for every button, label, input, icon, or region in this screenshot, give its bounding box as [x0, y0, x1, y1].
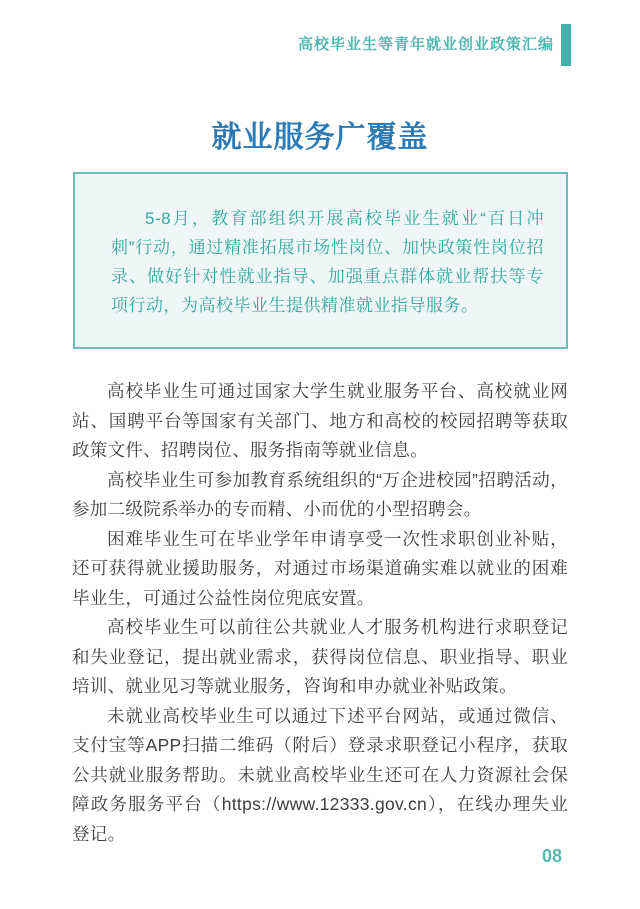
body-paragraph: 困难毕业生可在毕业学年申请享受一次性求职创业补贴，还可获得就业援助服务，对通过市场渠道确实难以就业的困难毕业生，可通过公益性岗位兜底安置。 [72, 528, 568, 608]
page-header [0, 24, 571, 66]
body-content [72, 377, 568, 849]
page-title: 就业服务广覆盖 [211, 121, 429, 154]
header-title: 高校毕业生等青年就业创业政策汇编 [297, 36, 554, 53]
header-accent-bar [561, 24, 571, 66]
page-number: 08 [541, 846, 562, 866]
body-paragraph: 高校毕业生可参加教育系统组织的“万企进校园”招聘活动，参加二级院系举办的专而精、小而优的小型招聘会。 [72, 469, 568, 519]
highlight-box-text: 5-8月，教育部组织开展高校毕业生就业“百日冲刺”行动，通过精准拓展市场性岗位、加快政策性岗位招录、做好针对性就业指导、加强重点群体就业帮扶等专项行动，为高校毕业生提供精准就业指导服务。 [111, 209, 544, 315]
body-paragraph: 高校毕业生可以前往公共就业人才服务机构进行求职登记和失业登记，提出就业需求，获得岗位信息、职业指导、职业培训、就业见习等就业服务，咨询和申办就业补贴政策。 [72, 617, 568, 696]
highlight-box [73, 172, 568, 349]
body-paragraph: 未就业高校毕业生可以通过下述平台网站，或通过微信、支付宝等APP扫描二维码（附后）登录求职登记小程序，获取公共就业服务帮助。未就业高校毕业生还可在人力资源社会保障政务服务平台（https://www.12333.gov.cn），在线办理失业登记。 [72, 705, 568, 844]
body-paragraph: 高校毕业生可通过国家大学生就业服务平台、高校就业网站、国聘平台等国家有关部门、地方和高校的校园招聘等获取政策文件、招聘岗位、服务指南等就业信息。 [72, 381, 568, 460]
